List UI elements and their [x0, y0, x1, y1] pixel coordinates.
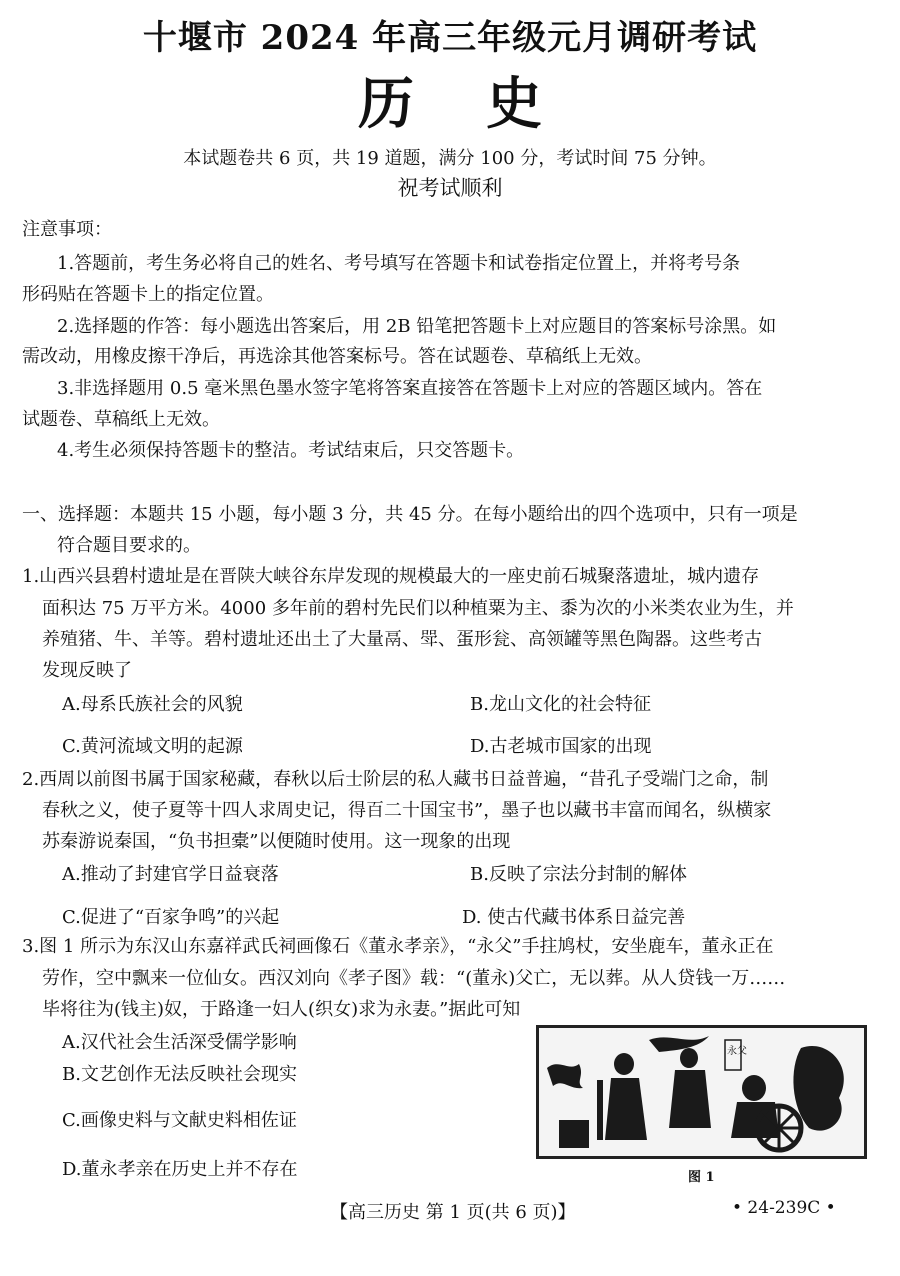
figure-label-yongfu: 永父: [727, 1046, 747, 1057]
q3-option-a[interactable]: A.汉代社会生活深受儒学影响: [62, 1032, 297, 1053]
notice-line: 需改动，用橡皮擦干净后，再选涂其他答案标号。答在试题卷、草稿纸上无效。: [22, 346, 652, 367]
q1-option-a[interactable]: A.母系氏族社会的风貌: [62, 694, 243, 715]
exam-info: 本试题卷共 6 页，共 19 道题，满分 100 分，考试时间 75 分钟。: [183, 148, 717, 169]
q3-stem: 劳作，空中飘来一位仙女。西汉刘向《孝子图》载：“(董永)父亡，无以葬。从人贷钱一万……: [42, 968, 786, 989]
q3-option-d[interactable]: D.董永孝亲在历史上并不存在: [62, 1159, 298, 1180]
q1-stem: 发现反映了: [42, 660, 132, 681]
section-heading: 一、选择题：本题共 15 小题，每小题 3 分，共 45 分。在每小题给出的四个选项中，只有一项是: [22, 504, 798, 525]
q1-stem: 养殖猪、牛、羊等。碧村遗址还出土了大量鬲、斝、蛋形瓮、高领罐等黑色陶器。这些考古: [42, 629, 762, 650]
q2-stem: 春秋之义，使子夏等十四人求周史记，得百二十国宝书”，墨子也以藏书丰富而闻名，纵横家: [42, 800, 772, 821]
q1-option-c[interactable]: C.黄河流域文明的起源: [62, 736, 243, 757]
good-luck-text: 祝考试顺利: [397, 176, 503, 200]
q2-option-d[interactable]: D. 使古代藏书体系日益完善: [462, 907, 686, 928]
q1-stem: 1.山西兴县碧村遗址是在晋陕大峡谷东岸发现的规模最大的一座史前石城聚落遗址，城内遗存: [22, 566, 760, 587]
q2-option-c[interactable]: C.促进了“百家争鸣”的兴起: [62, 907, 280, 928]
notice-line: 试题卷、草稿纸上无效。: [22, 409, 220, 430]
page-footer: 【高三历史 第 1 页(共 6 页)】: [330, 1202, 576, 1223]
notice-line: 1.答题前，考生务必将自己的姓名、考号填写在答题卡和试卷指定位置上，并将考号条: [57, 253, 741, 274]
figure-caption: 图 1: [688, 1170, 715, 1185]
exam-title: 十堰市 2024 年高三年级元月调研考试: [142, 18, 758, 58]
q3-option-c[interactable]: C.画像史料与文献史料相佐证: [62, 1110, 297, 1131]
q3-stem: 毕将往为(钱主)奴，于路逢一妇人(织女)求为永妻。”据此可知: [42, 999, 521, 1020]
notice-line: 4.考生必须保持答题卡的整洁。考试结束后，只交答题卡。: [57, 440, 525, 461]
notice-line: 3.非选择题用 0.5 毫米黑色墨水签字笔将答案直接答在答题卡上对应的答题区域内。答在: [57, 378, 763, 399]
exam-code: • 24-239C •: [732, 1198, 836, 1218]
q2-stem: 2.西周以前图书属于国家秘藏，春秋以后士阶层的私人藏书日益普遍，“昔孔子受端门之命，制: [22, 769, 769, 790]
q2-option-a[interactable]: A.推动了封建官学日益衰落: [62, 864, 279, 885]
q3-stem: 3.图 1 所示为东汉山东嘉祥武氏祠画像石《董永孝亲》，“永父”手拄鸠杖，安坐鹿车，董永正在: [22, 936, 774, 957]
q3-option-b[interactable]: B.文艺创作无法反映社会现实: [62, 1064, 297, 1085]
notice-line: 形码贴在答题卡上的指定位置。: [22, 284, 274, 305]
notice-heading: 注意事项：: [22, 219, 112, 240]
q1-option-b[interactable]: B.龙山文化的社会特征: [470, 694, 651, 715]
subject-title: 历史: [358, 71, 614, 137]
notice-line: 2.选择题的作答：每小题选出答案后，用 2B 铅笔把答题卡上对应题目的答案标号涂黑。如: [57, 316, 777, 337]
stone-relief-figure: [536, 1025, 867, 1159]
stone-relief-image: [539, 1028, 864, 1156]
q1-option-d[interactable]: D.古老城市国家的出现: [470, 736, 652, 757]
q1-stem: 面积达 75 万平方米。4000 多年前的碧村先民们以种植粟为主、黍为次的小米类农业为生，并: [42, 598, 794, 619]
section-heading-cont: 符合题目要求的。: [57, 535, 201, 556]
q2-option-b[interactable]: B.反映了宗法分封制的解体: [470, 864, 687, 885]
q2-stem: 苏秦游说秦国，“负书担橐”以便随时使用。这一现象的出现: [42, 831, 511, 852]
